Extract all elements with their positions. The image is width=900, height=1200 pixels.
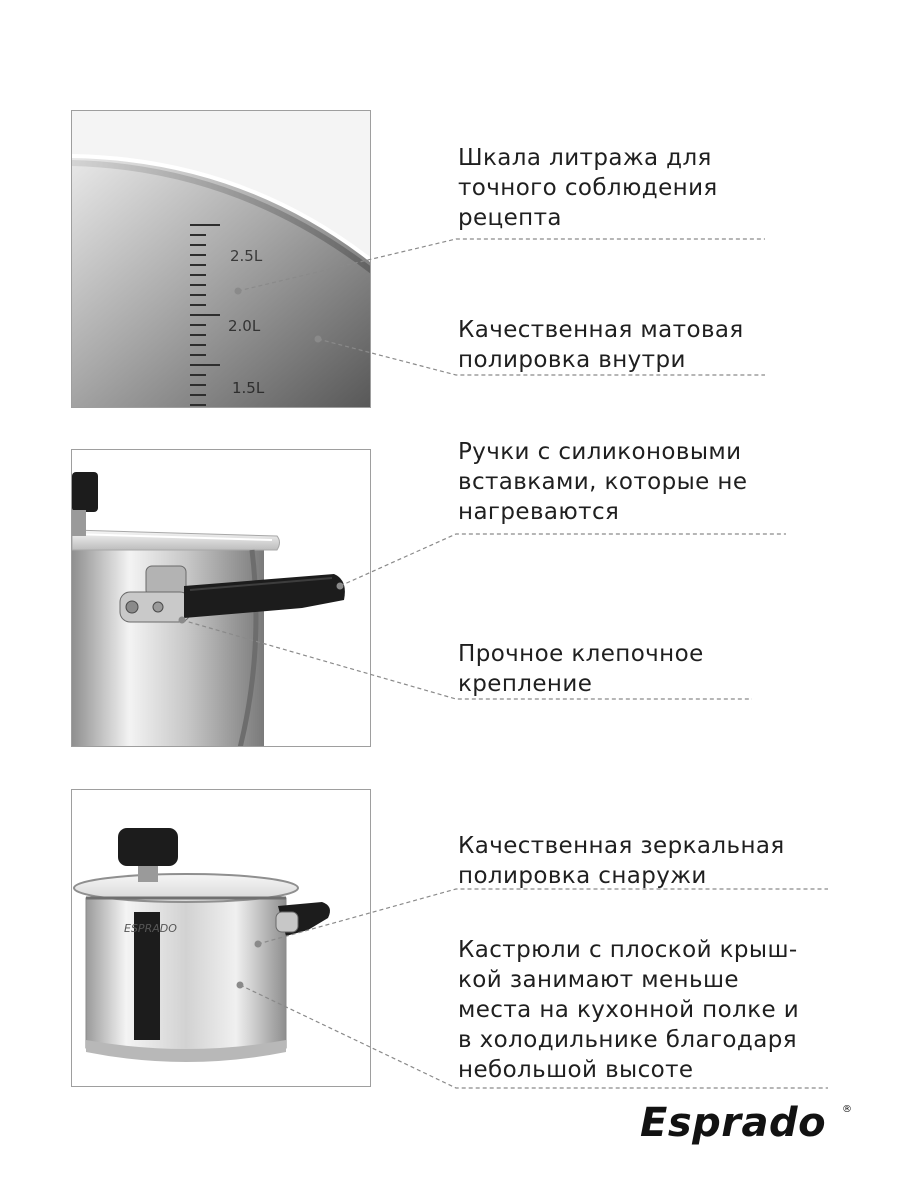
rivet (126, 601, 138, 613)
lid-knob (118, 828, 178, 866)
caption-line: небольшой высоте (458, 1057, 694, 1083)
caption-line: полировка внутри (458, 347, 686, 373)
scale-label-1-5: 1.5L (232, 379, 265, 397)
caption-rivet-mount (458, 639, 704, 699)
caption-silicone-handles (458, 437, 747, 527)
caption-line: нагреваются (458, 499, 620, 525)
caption-line: вставками, которые не (458, 469, 748, 495)
registered-mark: ® (842, 1104, 852, 1115)
caption-line: в холодильнике благодаря (458, 1027, 797, 1053)
caption-line: места на кухонной полке и (458, 997, 800, 1023)
caption-line: Качественная матовая (458, 317, 744, 343)
caption-line: кой занимают меньше (458, 967, 739, 993)
caption-measuring-scale (458, 143, 718, 233)
lid-knob-part (72, 472, 98, 512)
caption-line: крепление (458, 671, 593, 697)
caption-line: рецепта (458, 205, 562, 231)
caption-line: Ручки с силиконовыми (458, 439, 742, 465)
scale-label-2-5: 2.5L (230, 247, 263, 265)
pot-interior-image (72, 111, 371, 408)
pot-photo (71, 789, 371, 1087)
caption-line: точного соблюдения (458, 175, 718, 201)
caption-line: Качественная зеркальная (458, 833, 785, 859)
scale-label-2-0: 2.0L (228, 317, 261, 335)
caption-mirror-polish (458, 831, 785, 891)
caption-flat-lid (458, 935, 799, 1085)
caption-line: Кастрюли с плоской крыш- (458, 937, 798, 963)
brand-logo: Esprado (640, 1100, 827, 1146)
pot-engraving: ESPRADO (124, 922, 177, 935)
pot-handle-image (72, 450, 371, 747)
caption-line: Шкала литража для (458, 145, 712, 171)
interior-scale-photo (71, 110, 371, 408)
caption-line: полировка снаружи (458, 863, 707, 889)
handle-photo (71, 449, 371, 747)
pot-lid-image (72, 790, 371, 1087)
caption-line: Прочное клепочное (458, 641, 704, 667)
caption-matte-polish (458, 315, 744, 375)
